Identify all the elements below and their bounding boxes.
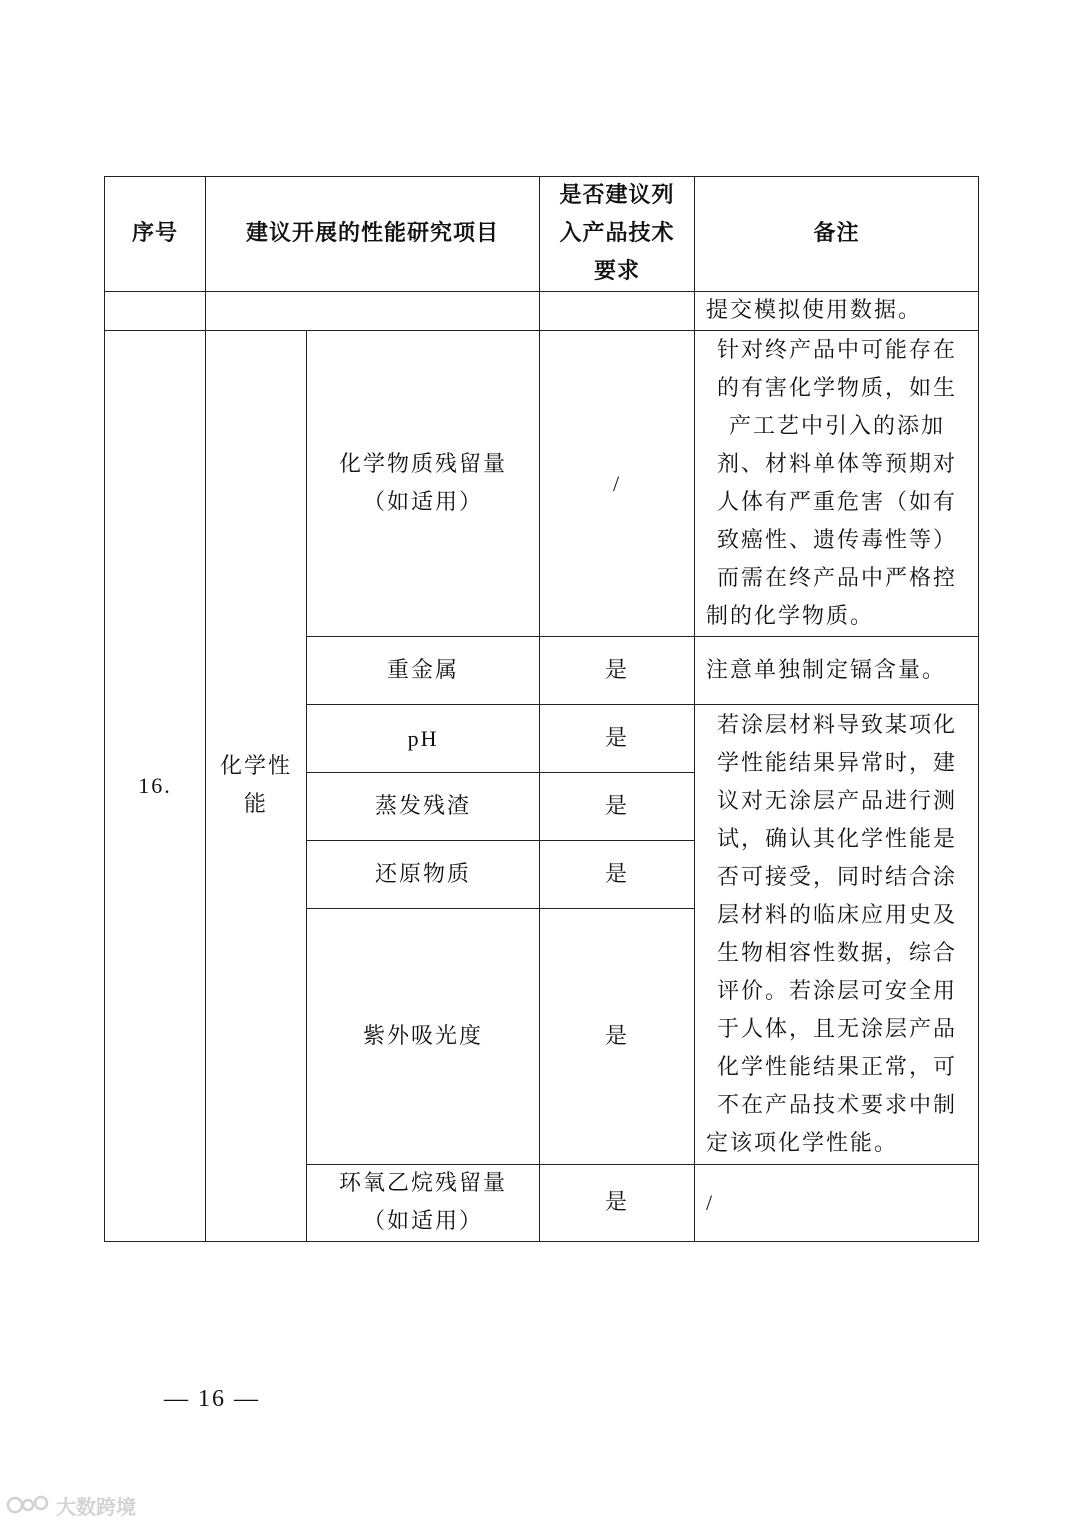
header-remark: 备注 bbox=[695, 177, 979, 292]
item-uv-absorbance: 紫外吸光度 bbox=[307, 909, 540, 1165]
include-eo-residue: 是 bbox=[540, 1165, 695, 1242]
include-heavy-metal: 是 bbox=[540, 637, 695, 705]
table-row bbox=[105, 331, 979, 637]
continuation-index-cell bbox=[105, 292, 206, 331]
item-reducing-substance: 还原物质 bbox=[307, 841, 540, 909]
remark-eo-residue: / bbox=[695, 1165, 979, 1242]
remark-chemical-residue: 针对终产品中可能存在的有害化学物质，如生产工艺中引入的添加剂、材料单体等预期对人体有严重危害（如有致癌性、遗传毒性等）而需在终产品中严格控制的化学物质。 bbox=[695, 331, 979, 637]
item-line2: （如适用） bbox=[363, 489, 484, 515]
include-ph: 是 bbox=[540, 705, 695, 773]
page-number: — 16 — bbox=[164, 1386, 260, 1412]
item-line1: 环氧乙烷残留量 bbox=[339, 1171, 508, 1196]
remark-heavy-metal: 注意单独制定镉含量。 bbox=[695, 637, 979, 705]
item-chemical-residue bbox=[307, 331, 540, 637]
item-evaporation-residue: 蒸发残渣 bbox=[307, 773, 540, 841]
continuation-include-cell bbox=[540, 292, 695, 331]
watermark-text: 大数跨境 bbox=[56, 1494, 136, 1519]
group-category-line1: 化学性 bbox=[219, 754, 292, 779]
header-include-line1: 是否建议列 bbox=[559, 183, 675, 208]
watermark-logo-icon bbox=[6, 1492, 52, 1518]
continuation-row bbox=[105, 292, 979, 331]
header-include bbox=[540, 177, 695, 292]
header-item: 建议开展的性能研究项目 bbox=[206, 177, 540, 292]
group-category bbox=[206, 331, 307, 1242]
item-ph: pH bbox=[307, 705, 540, 773]
item-eo-residue bbox=[307, 1165, 540, 1242]
header-index: 序号 bbox=[105, 177, 206, 292]
item-line1: 化学物质残留量 bbox=[339, 451, 508, 477]
group-category-line2: 能 bbox=[243, 792, 268, 817]
include-reducing-substance: 是 bbox=[540, 841, 695, 909]
continuation-remark: 提交模拟使用数据。 bbox=[695, 292, 979, 331]
item-line2: （如适用） bbox=[363, 1209, 484, 1234]
include-uv-absorbance: 是 bbox=[540, 909, 695, 1165]
group-index: 16. bbox=[105, 331, 206, 1242]
watermark bbox=[6, 1490, 136, 1520]
table-header-row bbox=[105, 177, 979, 292]
header-include-line2: 入产品技术 bbox=[559, 221, 675, 246]
include-chemical-residue: / bbox=[540, 331, 695, 637]
include-evaporation-residue: 是 bbox=[540, 773, 695, 841]
performance-study-table bbox=[104, 176, 979, 1242]
continuation-item-cell bbox=[206, 292, 540, 331]
remark-coating-shared: 若涂层材料导致某项化学性能结果异常时，建议对无涂层产品进行测试，确认其化学性能是否可接受，同时结合涂层材料的临床应用史及生物相容性数据，综合评价。若涂层可安全用于人体，且无涂层产品化学性能结果正常，可不在产品技术要求中制定该项化学性能。 bbox=[695, 705, 979, 1165]
item-heavy-metal: 重金属 bbox=[307, 637, 540, 705]
header-include-line3: 要求 bbox=[594, 259, 641, 284]
